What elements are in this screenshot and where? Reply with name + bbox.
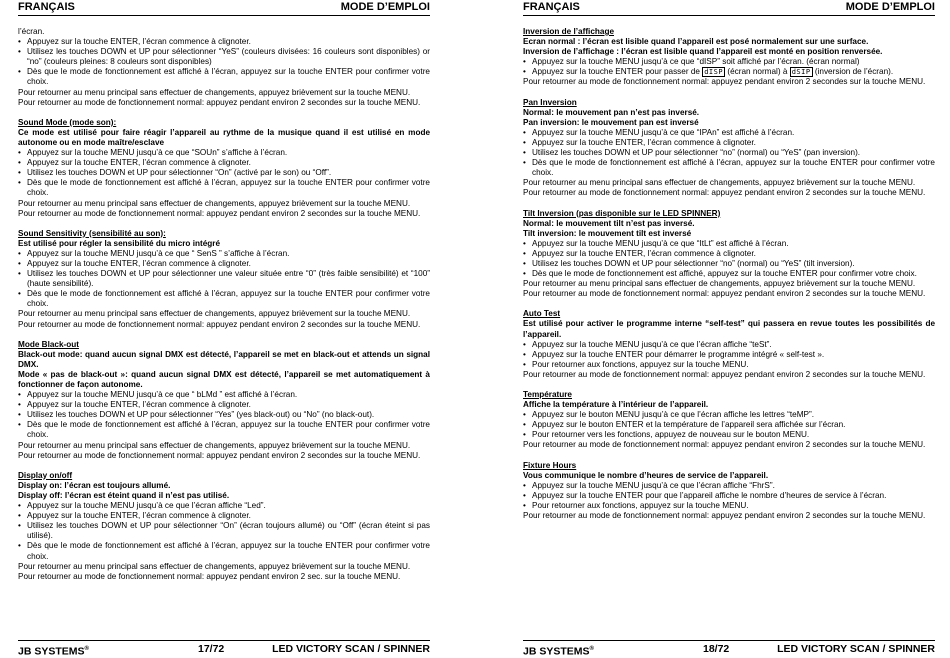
bullet-item: • Appuyez sur la touche ENTER, l’écran commence à clignoter. (18, 400, 430, 410)
bullet-item: • Appuyez sur la touche MENU jusqu’à ce que l’écran affiche “teSt”. (523, 340, 935, 350)
lcd-text-mid: (écran normal) à (727, 67, 788, 77)
paragraph: Pour retourner au mode de fonctionnement normal: appuyez pendant environ 2 secondes sur la touche MENU. (523, 369, 926, 379)
section-description: Display off: l’écran est éteint quand il n’est pas utilisé. (18, 490, 230, 500)
paragraph: Pour retourner au mode de fonctionnement normal: appuyez pendant environ 2 secondes sur la touche MENU. (523, 188, 926, 198)
section-title: Sound Mode (mode son): (18, 117, 117, 127)
page-footer (18, 640, 430, 658)
paragraph: Pour retourner au menu principal sans effectuer de changements, appuyez brièvement sur la touche MENU. (523, 279, 916, 289)
header-title: MODE D’EMPLOI (845, 1, 935, 13)
section-black-out (18, 340, 430, 461)
bullet-item: • Appuyez sur la touche MENU jusqu’à ce que “dISP” soit affiché par l’écran. (écran normal) (523, 57, 935, 67)
bullet-item: • Dès que le mode de fonctionnement est affiché à l’écran, appuyez sur la touche ENTER pour confirmer votre choix. (18, 541, 430, 561)
section-title: Fixture Hours (523, 460, 577, 470)
bullet-item: • Appuyez sur la touche MENU jusqu’à ce que l’écran affiche “Led”. (18, 501, 430, 511)
lcd-text-pre: Appuyez sur la touche ENTER pour passer de (532, 67, 700, 77)
page-body (18, 27, 430, 582)
bullet-list (18, 249, 430, 310)
section-title: Pan Inversion (523, 97, 577, 107)
section-title: Température (523, 390, 572, 399)
left-page (18, 0, 430, 658)
section-title: Display on/off (18, 470, 73, 480)
registered-mark: ® (589, 646, 594, 652)
bullet-list (523, 340, 935, 370)
paragraph: Pour retourner au mode de fonctionnement normal: appuyez pendant environ 2 secondes sur la touche MENU. (18, 97, 421, 107)
header-title: MODE D’EMPLOI (340, 1, 430, 13)
section-description: Pan inversion: le mouvement pan est inversé (523, 117, 699, 127)
bullet-item: • Pour retourner aux fonctions, appuyez sur la touche MENU. (523, 360, 935, 370)
section-title: Inversion de l’affichage (523, 27, 614, 36)
bullet-item: • Appuyez sur la touche ENTER, l’écran commence à clignoter. (18, 259, 430, 269)
intro (18, 27, 430, 108)
bullet-item: • Utilisez les touches DOWN et UP pour sélectionner “no” (normal) ou “YeS” (tilt inversion). (523, 259, 935, 269)
section-description: Est utilisé pour régler la sensibilité du micro intégré (18, 238, 221, 248)
paragraph: Pour retourner au mode de fonctionnement normal: appuyez pendant environ 2 secondes sur la touche MENU. (523, 440, 926, 450)
paragraph: Pour retourner au mode de fonctionnement normal: appuyez pendant environ 2 secondes sur la touche MENU. (523, 77, 926, 87)
bullet-item: • Utilisez les touches DOWN et UP pour sélectionner une valeur située entre “0” (très faible sensibilité) et “100” (haute sensibilité). (18, 269, 430, 289)
section-description: Mode « pas de black-out »: quand aucun signal DMX est détecté, l’appareil se met automatiquement à fonctionner de façon autonome. (18, 369, 430, 389)
paragraph: Pour retourner au menu principal sans effectuer de changements, appuyez brièvement sur la touche MENU. (523, 178, 916, 188)
bullet-item: • Dès que le mode de fonctionnement est affiché à l’écran, appuyez sur la touche ENTER pour confirmer votre choix. (18, 178, 430, 198)
paragraph: Pour retourner au mode de fonctionnement normal: appuyez pendant environ 2 sec. sur la touche MENU. (18, 571, 401, 581)
bullet-item: • Appuyez sur la touche MENU jusqu’à ce que “ItLt” est affiché à l’écran. (523, 239, 935, 249)
paragraph: Pour retourner au mode de fonctionnement normal: appuyez pendant environ 2 secondes sur la touche MENU. (18, 319, 421, 329)
bullet-item-lcd (523, 67, 935, 77)
bullet-item: • Appuyez sur la touche MENU jusqu’à ce que “ SenS ” s’affiche à l’écran. (18, 249, 430, 259)
header-language: FRANÇAIS (18, 1, 75, 13)
bullet-list (523, 239, 935, 279)
section-pan-inversion (523, 98, 935, 199)
section-description: Display on: l’écran est toujours allumé. (18, 480, 171, 490)
bullet-item: • Appuyez sur la touche MENU jusqu’à ce que “IPAn” est affiché à l’écran. (523, 128, 935, 138)
section-description: Affiche la température à l’intérieur de l’appareil. (523, 400, 709, 410)
paragraph: Pour retourner au menu principal sans effectuer de changements, appuyez brièvement sur la touche MENU. (18, 440, 411, 450)
paragraph: Pour retourner au menu principal sans effectuer de changements, appuyez brièvement sur la touche MENU. (18, 87, 411, 97)
bullet-item: • Dès que le mode de fonctionnement est affiché à l’écran, appuyez sur la touche ENTER pour confirmer votre choix. (523, 158, 935, 178)
bullet-item: • Dès que le mode de fonctionnement est affiché, appuyez sur la touche ENTER pour confirmer votre choix. (523, 269, 935, 279)
footer-product: LED VICTORY SCAN / SPINNER (777, 643, 935, 655)
section-fixture-hours (523, 461, 935, 522)
section-description: Ce mode est utilisé pour faire réagir l’appareil au rythme de la musique quand il est utilisé en mode autonome ou en mode maître/esclave (18, 127, 430, 147)
section-title: Mode Black-out (18, 339, 79, 349)
lcd-display-icon: dISP (704, 68, 724, 77)
bullet-list (18, 390, 430, 440)
bullet-item: • Appuyez sur le bouton ENTER et la température de l’appareil sera affichée sur l’écran. (523, 420, 935, 430)
paragraph: Pour retourner au mode de fonctionnement normal: appuyez pendant environ 2 secondes sur la touche MENU. (523, 511, 926, 521)
bullet-item: • Utilisez les touches DOWN et UP pour sélectionner “Yes” (yes black-out) ou “No” (no black-out). (18, 410, 430, 420)
bullet-item: • Appuyez sur la touche ENTER, l’écran commence à clignoter. (523, 138, 935, 148)
bullet-list (523, 57, 935, 77)
right-page (523, 0, 935, 658)
section-title: Auto Test (523, 309, 561, 319)
bullet-item: • Utilisez les touches DOWN et UP pour sélectionner “no” (normal) ou “YeS” (pan inversion). (523, 148, 935, 158)
section-description: Est utilisé pour activer le programme interne “self-test” qui passera en revue toutes les possibilités de l’appareil. (523, 319, 935, 339)
bullet-item: • Dès que le mode de fonctionnement est affiché à l’écran, appuyez sur la touche ENTER pour confirmer votre choix. (18, 289, 430, 309)
footer-product: LED VICTORY SCAN / SPINNER (272, 643, 430, 655)
footer-brand (523, 643, 594, 658)
section-auto-test (523, 309, 935, 380)
intro-bullets (18, 37, 430, 87)
intro-line: l’écran. (18, 27, 45, 36)
bullet-item: • Dès que le mode de fonctionnement est affiché à l’écran, appuyez sur la touche ENTER pour confirmer votre choix. (18, 420, 430, 440)
section-description: Black-out mode: quand aucun signal DMX est détecté, l’appareil se met en black-out et attends un signal DMX. (18, 349, 430, 369)
lcd-display-icon: dSIP (791, 68, 811, 77)
page-number: 18/72 (703, 643, 730, 655)
section-description: Normal: le mouvement pan n’est pas inversé. (523, 107, 700, 117)
header-language: FRANÇAIS (523, 1, 580, 13)
bullet-item: • Pour retourner aux fonctions, appuyez sur la touche MENU. (523, 501, 935, 511)
bullet-item: • Appuyez sur la touche MENU jusqu’à ce que “ bLMd ” est affiché à l’écran. (18, 390, 430, 400)
section-title: Tilt Inversion (pas disponible sur le LED SPINNER) (523, 208, 721, 218)
bullet-item: • Dès que le mode de fonctionnement est affiché à l’écran, appuyez sur la touche ENTER pour confirmer votre choix. (18, 67, 430, 87)
registered-mark: ® (84, 646, 89, 652)
bullet-item: • Appuyez sur la touche ENTER, l’écran commence à clignoter. (18, 158, 430, 168)
section-display (18, 471, 430, 582)
section-description: Vous communique le nombre d’heures de service de l’appareil. (523, 470, 769, 480)
brand-name: JB SYSTEMS (523, 645, 590, 658)
section-sound-sensitivity (18, 229, 430, 330)
paragraph: Pour retourner au menu principal sans effectuer de changements, appuyez brièvement sur la touche MENU. (18, 198, 411, 208)
bullet-item: • Utilisez les touches DOWN et UP pour sélectionner “On” (écran toujours allumé) ou “Off” (écran éteint si pas utilisé). (18, 521, 430, 541)
footer-brand (18, 643, 89, 658)
paragraph: Pour retourner au mode de fonctionnement normal: appuyez pendant environ 2 secondes sur la touche MENU. (523, 289, 926, 299)
page-header (523, 1, 935, 16)
paragraph: Pour retourner au menu principal sans effectuer de changements, appuyez brièvement sur la touche MENU. (18, 561, 411, 571)
section-title: Sound Sensitivity (sensibilité au son): (18, 228, 166, 238)
page-footer (523, 640, 935, 658)
bullet-item: • Appuyez sur la touche ENTER, l’écran commence à clignoter. (523, 249, 935, 259)
bullet-item: • Appuyez sur la touche ENTER, l’écran commence à clignoter. (18, 511, 430, 521)
section-temperature (523, 390, 935, 451)
paragraph: Pour retourner au mode de fonctionnement normal: appuyez pendant environ 2 secondes sur la touche MENU. (18, 208, 421, 218)
lcd-text-post: (inversion de l’écran). (814, 67, 894, 77)
bullet-item: • Appuyez sur la touche ENTER pour démarrer le programme intégré « self-test ». (523, 350, 935, 360)
bullet-list (18, 148, 430, 198)
paragraph: Pour retourner au mode de fonctionnement normal: appuyez pendant environ 2 secondes sur la touche MENU. (18, 450, 421, 460)
bullet-item: • Utilisez les touches DOWN et UP pour sélectionner “On” (activé par le son) ou “Off”. (18, 168, 430, 178)
section-tilt-inversion (523, 209, 935, 300)
page-number: 17/72 (198, 643, 225, 655)
brand-name: JB SYSTEMS (18, 645, 85, 658)
bullet-item: • Appuyez sur la touche MENU jusqu’à ce que l’écran affiche “FhrS”. (523, 481, 935, 491)
paragraph: Pour retourner au menu principal sans effectuer de changements, appuyez brièvement sur la touche MENU. (18, 309, 411, 319)
bullet-item: • Utilisez les touches DOWN et UP pour sélectionner “YeS” (couleurs divisées: 16 couleurs sont disponibles) or “no” (couleurs pleines: 8 couleurs sont disponibles) (18, 47, 430, 67)
bullet-item: • Pour retourner vers les fonctions, appuyez de nouveau sur le bouton MENU. (523, 430, 935, 440)
bullet-item: • Appuyez sur le bouton MENU jusqu’à ce que l’écran affiche les lettres “teMP”. (523, 410, 935, 420)
bullet-list (523, 481, 935, 511)
bullet-item: • Appuyez sur la touche ENTER, l’écran commence à clignoter. (18, 37, 430, 47)
section-sound-mode (18, 118, 430, 219)
bullet-list (18, 501, 430, 562)
section-description: Inversion de l’affichage : l’écran est lisible quand l’appareil est monté en position renversée. (523, 47, 883, 57)
section-description: Tilt inversion: le mouvement tilt est inversé (523, 228, 692, 238)
section-display-inversion (523, 27, 935, 88)
bullet-item: • Appuyez sur la touche ENTER pour que l’appareil affiche le nombre d’heures de service à l’écran. (523, 491, 935, 501)
bullet-list (523, 410, 935, 440)
bullet-list (523, 128, 935, 178)
section-description: Normal: le mouvement tilt n’est pas inversé. (523, 218, 695, 228)
section-description: Ecran normal : l’écran est lisible quand l’appareil est posé normalement sur une surface. (523, 37, 869, 47)
bullet-item: • Appuyez sur la touche MENU jusqu’à ce que “SOUn” s’affiche à l’écran. (18, 148, 430, 158)
page-header (18, 1, 430, 16)
page-body (523, 27, 935, 521)
